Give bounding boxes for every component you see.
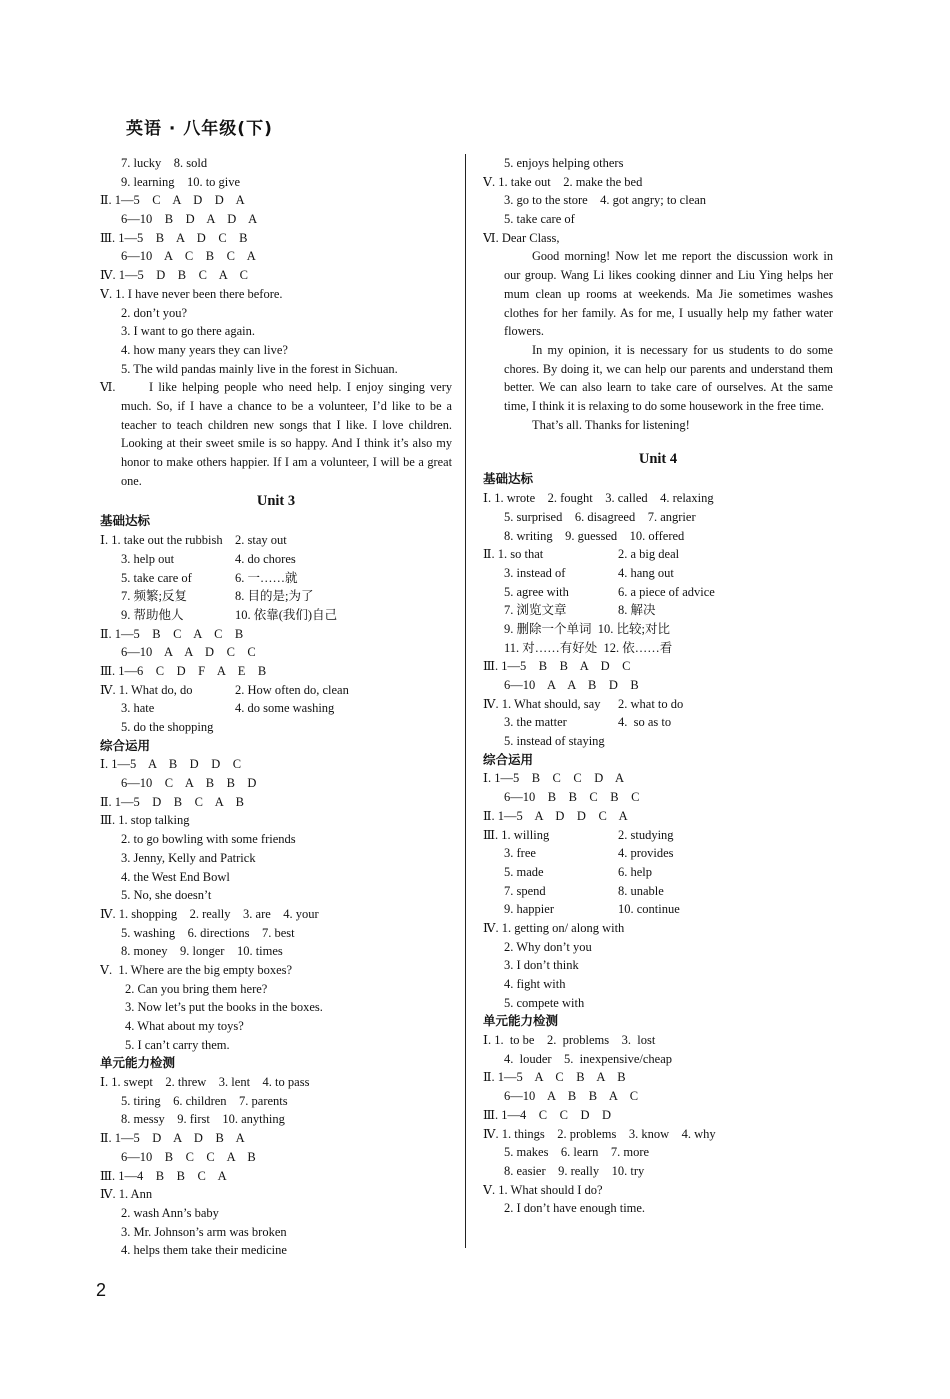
answer-line: 5. take care of <box>504 212 575 227</box>
answer-line: 4. helps them take their medicine <box>121 1243 287 1258</box>
letter-paragraph: In my opinion, it is necessary for us students to do some chores. By doing it, we can help our parents and understand them better. We can also learn to take care of ourselves. At the same time, I think it is relaxing to do some housework in the free time. <box>504 342 833 414</box>
answer-line: 4. What about my toys? <box>125 1019 244 1034</box>
answer-line: 4. the West End Bowl <box>121 869 230 884</box>
answer-line: 4. fight with <box>504 977 566 992</box>
answer-cell: 2. what to do <box>618 696 684 711</box>
answer-row <box>100 587 452 606</box>
answer-row <box>483 695 833 714</box>
answer-line: 3. Now let’s put the books in the boxes. <box>125 1000 323 1015</box>
answer-cell: Ⅱ. 1. so that <box>483 547 544 562</box>
answer-row <box>100 569 452 588</box>
answer-line: 6—10 A A D C C <box>121 645 256 660</box>
section-heading: 基础达标 <box>100 513 151 529</box>
answer-cell: 8. 解决 <box>618 603 656 618</box>
answer-cell: 4. hang out <box>618 565 674 580</box>
unit-title: Unit 4 <box>638 451 678 468</box>
answer-line: Ⅴ. 1. take out 2. make the bed <box>483 174 643 189</box>
page-header: 英语 · 八年级(下) <box>126 119 273 139</box>
page-number: 2 <box>96 1280 107 1300</box>
answer-line: 9. 删除一个单词 10. 比较;对比 <box>504 621 670 636</box>
answer-cell: 4. provides <box>618 846 674 861</box>
answer-line: 2. I don’t have enough time. <box>504 1201 646 1216</box>
answer-line: Ⅲ. 1—5 B A D C B <box>100 230 248 245</box>
section-heading: 基础达标 <box>483 471 534 487</box>
answer-line: 5. I can’t carry them. <box>125 1037 230 1052</box>
answer-cell: 2. a big deal <box>618 547 680 562</box>
answer-cell: 4. do some washing <box>235 701 335 716</box>
answer-line: Ⅲ. 1—6 C D F A E B <box>100 663 267 678</box>
answer-line: Ⅴ. 1. I have never been there before. <box>100 286 283 301</box>
answer-line: 6—10 B C C A B <box>121 1149 256 1164</box>
answer-line: 5. compete with <box>504 995 585 1010</box>
answer-row <box>483 564 833 583</box>
answer-cell: 9. happier <box>504 902 554 917</box>
answer-line: Ⅰ. 1. to be 2. problems 3. lost <box>483 1033 656 1048</box>
answer-row <box>483 545 833 564</box>
answer-cell: 5. made <box>504 864 544 879</box>
answer-line: 6—10 A B B A C <box>504 1089 639 1104</box>
column-divider <box>465 154 466 1248</box>
answer-line: 8. easier 9. really 10. try <box>504 1163 645 1178</box>
answer-row <box>483 900 833 919</box>
answer-row <box>483 863 833 882</box>
answer-line: 5. makes 6. learn 7. more <box>504 1145 650 1160</box>
answer-line: Ⅲ. 1—4 B B C A <box>100 1168 227 1183</box>
answer-row <box>483 882 833 901</box>
answer-line: 4. how many years they can live? <box>121 342 288 357</box>
answer-line: Ⅳ. 1. shopping 2. really 3. are 4. your <box>100 906 319 921</box>
answer-line: Ⅱ. 1—5 B C A C B <box>100 626 244 641</box>
answer-line: 5. do the shopping <box>121 720 214 735</box>
answer-row <box>483 583 833 602</box>
answer-line: 2. don’t you? <box>121 305 188 320</box>
answer-row <box>100 531 452 550</box>
answer-line: Ⅳ. 1. getting on/ along with <box>483 920 625 935</box>
unit-title: Unit 3 <box>256 493 296 510</box>
answer-line: 5. washing 6. directions 7. best <box>121 925 295 940</box>
answer-line: Ⅴ. 1. What should I do? <box>483 1182 603 1197</box>
answer-cell: 4. do chores <box>235 551 296 566</box>
answer-cell: 7. 浏览文章 <box>504 603 567 618</box>
answer-line: 11. 对……有好处 12. 依……看 <box>504 640 673 655</box>
answer-line: Ⅰ. 1—5 B C C D A <box>483 771 625 786</box>
answer-line: Ⅱ. 1—5 D A D B A <box>100 1131 245 1146</box>
answer-line: 5. enjoys helping others <box>504 156 624 170</box>
answer-line: 3. I want to go there again. <box>121 324 255 339</box>
answer-line: Ⅱ. 1—5 C A D D A <box>100 193 245 208</box>
answer-row <box>100 550 452 569</box>
answer-line: 2. wash Ann’s baby <box>121 1205 219 1220</box>
essay-paragraph <box>100 378 452 490</box>
section-label: Ⅵ. <box>100 380 116 395</box>
answer-line: 6—10 B D A D A <box>121 212 258 227</box>
answer-line: 3. Jenny, Kelly and Patrick <box>121 850 256 865</box>
answer-line: 9. learning 10. to give <box>121 174 241 189</box>
answer-cell: 5. take care of <box>121 570 192 585</box>
answer-cell: 3. help out <box>121 551 175 566</box>
answer-row <box>483 713 833 732</box>
spacer <box>483 434 833 448</box>
answer-line: 8. money 9. longer 10. times <box>121 944 283 959</box>
answer-line: Ⅲ. 1—5 B B A D C <box>483 659 631 674</box>
answer-cell: Ⅲ. 1. willing <box>483 827 550 842</box>
answer-line: Ⅵ. Dear Class, <box>483 230 560 245</box>
answer-cell: 7. 频繁;反复 <box>121 589 187 604</box>
answer-line: Ⅱ. 1—5 D B C A B <box>100 794 244 809</box>
section-heading: 综合运用 <box>483 751 534 767</box>
answer-row <box>100 606 452 625</box>
answer-row <box>100 681 452 700</box>
answer-line: 3. I don’t think <box>504 958 579 973</box>
answer-line: Ⅰ. 1—5 A B D D C <box>100 757 242 772</box>
answer-line: 7. lucky 8. sold <box>121 156 208 170</box>
answer-line: Ⅲ. 1—4 C C D D <box>483 1107 612 1122</box>
section-heading: 单元能力检测 <box>100 1055 176 1071</box>
answer-row <box>483 826 833 845</box>
answer-line: 5. No, she doesn’t <box>121 888 212 903</box>
answer-cell: 2. stay out <box>235 533 287 548</box>
answer-line: Ⅰ. 1. wrote 2. fought 3. called 4. relaxing <box>483 491 714 506</box>
answer-cell: 10. continue <box>618 902 680 917</box>
answer-cell: Ⅰ. 1. take out the rubbish <box>100 533 223 548</box>
answer-line: 6—10 C A B B D <box>121 776 257 791</box>
answer-line: 8. writing 9. guessed 10. offered <box>504 528 685 543</box>
answer-line: Ⅳ. 1. Ann <box>100 1187 153 1202</box>
answer-cell: 2. How often do, clean <box>235 682 349 697</box>
left-column <box>100 154 452 1260</box>
essay-text: I like helping people who need help. I enjoy singing very much. So, if I have a chance to be a volunteer, I’d like to be a teacher to teach children new songs that I like. I love children. Looking at their sweet smile is so happy. And I think it’s also my honor to make others happier. If I am a volunteer, I will be a great one. <box>121 380 452 488</box>
answer-cell: 5. agree with <box>504 584 569 599</box>
answer-row <box>483 844 833 863</box>
section-heading: 综合运用 <box>100 737 151 753</box>
answer-line: 6—10 A C B C A <box>121 249 256 264</box>
answer-line: 5. instead of staying <box>504 734 605 749</box>
answer-cell: 9. 帮助他人 <box>121 607 184 622</box>
answer-cell: Ⅳ. 1. What should, say <box>483 696 601 711</box>
answer-cell: 8. unable <box>618 883 664 898</box>
answer-line: 6—10 A A B D B <box>504 678 639 693</box>
letter-paragraph: Good morning! Now let me report the discussion work in our group. Wang Li likes cooking dinner and Liu Ying helps her mum clean up rooms at weekends. Ma Jie sometimes washes clothes for her family. As for me, I usually help my father water flowers. <box>504 249 833 339</box>
answer-row <box>483 601 833 620</box>
answer-cell: 6. a piece of advice <box>618 584 715 599</box>
answer-cell: 10. 依靠(我们)自己 <box>235 607 338 622</box>
answer-cell: 3. instead of <box>504 565 566 580</box>
answer-cell: 3. the matter <box>504 715 567 730</box>
section-heading: 单元能力检测 <box>483 1013 559 1029</box>
answer-line: 5. tiring 6. children 7. parents <box>121 1093 288 1108</box>
answer-line: 3. Mr. Johnson’s arm was broken <box>121 1224 287 1239</box>
answer-line: 6—10 B B C B C <box>504 790 640 805</box>
answer-line: 8. messy 9. first 10. anything <box>121 1112 285 1127</box>
answer-line: Ⅱ. 1—5 A C B A B <box>483 1070 626 1085</box>
answer-line: Ⅰ. 1. swept 2. threw 3. lent 4. to pass <box>100 1075 310 1090</box>
answer-cell: 6. help <box>618 864 653 879</box>
answer-line: Ⅴ. 1. Where are the big empty boxes? <box>100 962 293 977</box>
answer-cell: Ⅳ. 1. What do, do <box>100 682 193 697</box>
answer-cell: 7. spend <box>504 883 546 898</box>
answer-line: 2. to go bowling with some friends <box>121 832 296 847</box>
answer-cell: 3. hate <box>121 701 155 716</box>
answer-cell: 4. so as to <box>618 715 672 730</box>
answer-line: 2. Why don’t you <box>504 939 592 954</box>
answer-line: Ⅲ. 1. stop talking <box>100 813 190 828</box>
answer-line: Ⅳ. 1. things 2. problems 3. know 4. why <box>483 1126 716 1141</box>
answer-line: Ⅱ. 1—5 A D D C A <box>483 808 628 823</box>
answer-row <box>100 699 452 718</box>
answer-line: 5. surprised 6. disagreed 7. angrier <box>504 509 696 524</box>
answer-line: Ⅳ. 1—5 D B C A C <box>100 268 248 283</box>
answer-cell: 3. free <box>504 846 536 861</box>
answer-line: That’s all. Thanks for listening! <box>532 417 690 432</box>
answer-line: 5. The wild pandas mainly live in the forest in Sichuan. <box>121 361 398 376</box>
answer-cell: 6. 一……就 <box>235 570 298 585</box>
answer-cell: 8. 目的是;为了 <box>235 589 314 604</box>
answer-line: 2. Can you bring them here? <box>125 981 268 996</box>
answer-line: 3. go to the store 4. got angry; to clean <box>504 193 707 208</box>
answer-line: 4. louder 5. inexpensive/cheap <box>504 1051 673 1066</box>
right-column <box>483 154 833 1218</box>
answer-cell: 2. studying <box>618 827 674 842</box>
